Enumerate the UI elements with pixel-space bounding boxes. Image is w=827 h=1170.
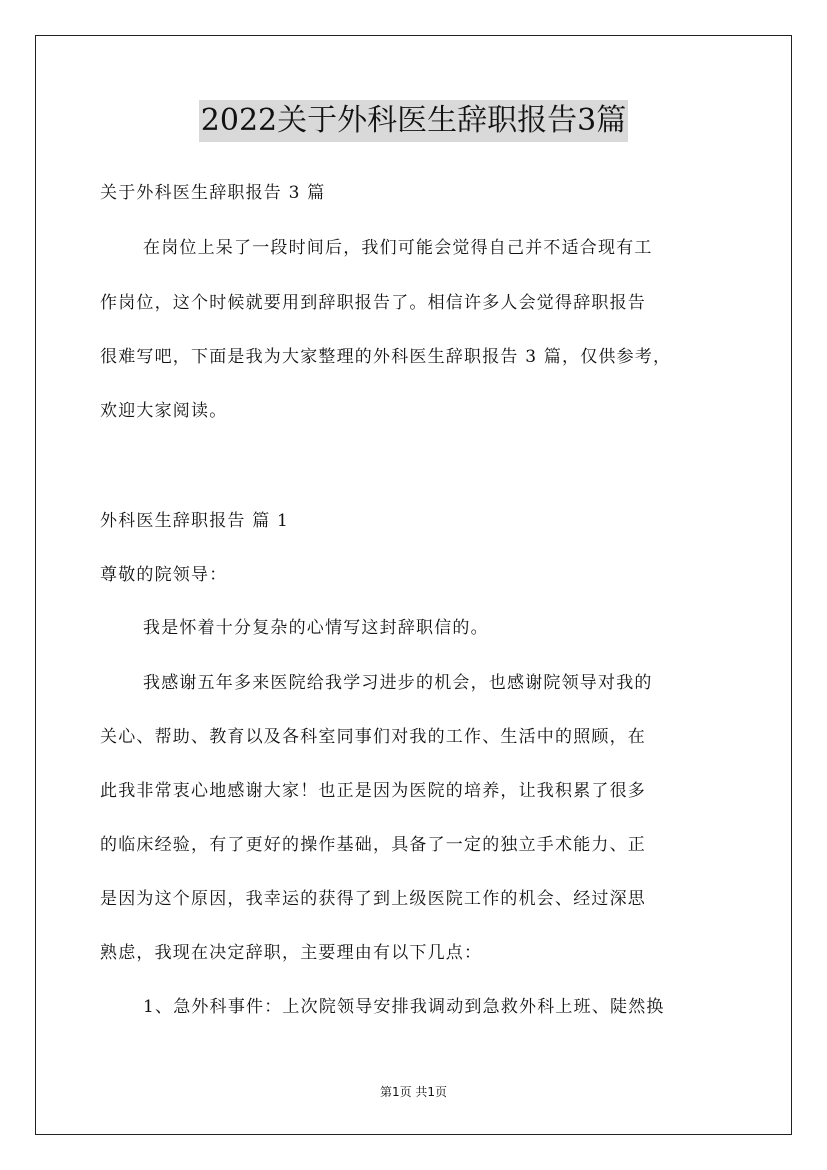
document-title: 2022关于外科医生辞职报告3篇 [199, 100, 628, 142]
section-heading: 外科医生辞职报告 篇 1 [100, 511, 290, 531]
salutation: 尊敬的院领导： [100, 565, 228, 585]
body-line: 的临床经验，有了更好的操作基础，具备了一定的独立手术能力、正 [100, 835, 646, 855]
intro-line: 很难写吧，下面是我为大家整理的外科医生辞职报告 3 篇，仅供参考， [100, 347, 672, 367]
body-line: 熟虑，我现在决定辞职，主要理由有以下几点： [100, 943, 483, 963]
body-line: 是因为这个原因，我幸运的获得了到上级医院工作的机会、经过深思 [100, 889, 646, 909]
document-subtitle: 关于外科医生辞职报告 3 篇 [100, 183, 326, 203]
page-footer: 第1页 共1页 [379, 1085, 448, 1099]
body-line: 1、急外科事件：上次院领导安排我调动到急救外科上班、陡然换 [143, 997, 665, 1017]
body-line: 此我非常衷心地感谢大家！也正是因为医院的培养，让我积累了很多 [100, 781, 646, 801]
body-line: 我感谢五年多来医院给我学习进步的机会，也感谢院领导对我的 [143, 673, 653, 693]
intro-line: 在岗位上呆了一段时间后，我们可能会觉得自己并不适合现有工 [143, 238, 653, 258]
title-container [0, 100, 827, 142]
body-line: 我是怀着十分复杂的心情写这封辞职信的。 [143, 618, 489, 638]
body-line: 关心、帮助、教育以及各科室同事们对我的工作、生活中的照顾，在 [100, 727, 646, 747]
intro-line: 欢迎大家阅读。 [100, 401, 228, 421]
intro-line: 作岗位，这个时候就要用到辞职报告了。相信许多人会觉得辞职报告 [100, 293, 646, 313]
